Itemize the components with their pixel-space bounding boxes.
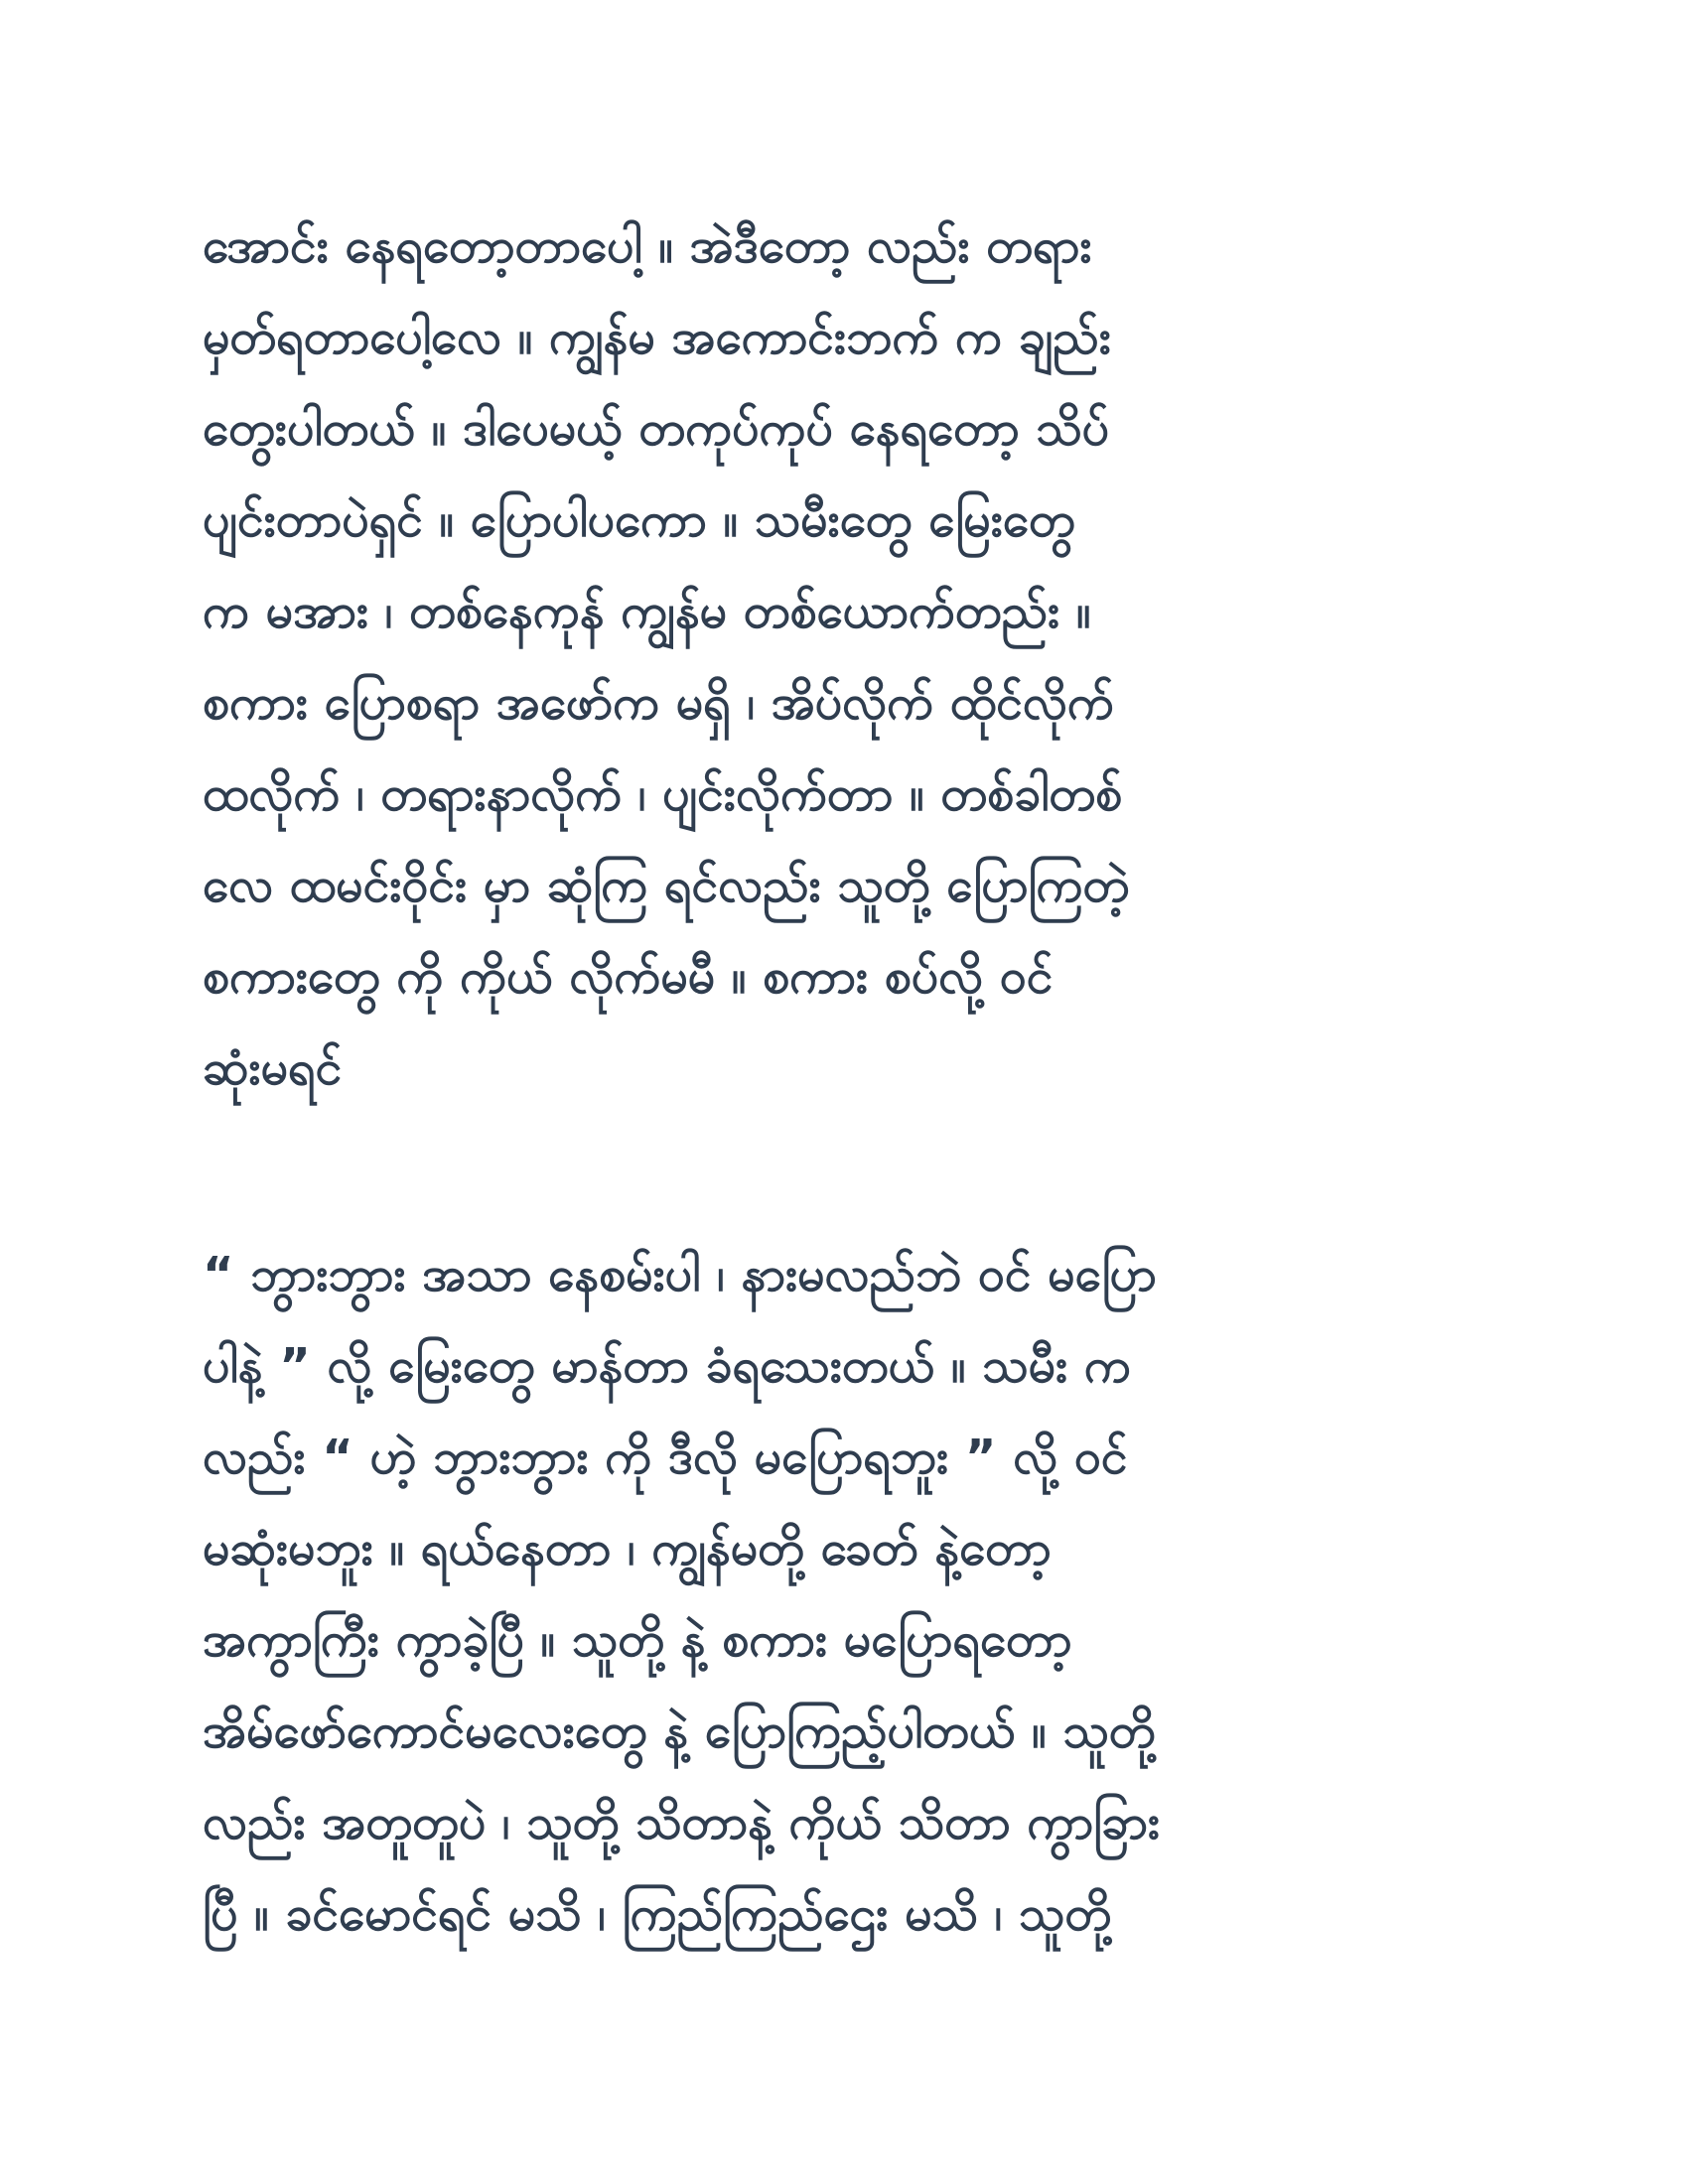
text-line: ထလိုက် ၊ တရားနာလိုက် ၊ ပျင်းလိုက်တာ ။ တစ်ခါတစ် — [203, 766, 1123, 822]
text-line: “ ဘွားဘွား အသာ နေစမ်းပါ ၊ နားမလည်ဘဲ ဝင် မပြော — [203, 1247, 1157, 1302]
text-line: အောင်း နေရတော့တာပေါ့ ။ အဲဒီတော့ လည်း တရား — [203, 218, 1092, 274]
text-line: က မအား ၊ တစ်နေကုန် ကျွန်မ တစ်ယောက်တည်း ။ — [203, 584, 1091, 639]
text-line: လည်း “ ဟဲ့ ဘွားဘွား ကို ဒီလို မပြောရဘူး ” လို့ ဝင် — [203, 1430, 1128, 1485]
text-line: ပါနဲ့ ” လို့ မြေးတွေ မာန်တာ ခံရသေးတယ် ။ သမီး က — [203, 1338, 1131, 1394]
text-line: တွေးပါတယ် ။ ဒါပေမယ့် တကုပ်ကုပ် နေရတော့ သိပ် — [203, 401, 1110, 457]
text-line: ဆုံးမရင် — [203, 1040, 343, 1096]
text-line: အိမ်ဖော်ကောင်မလေးတွေ နဲ့ ပြောကြည့်ပါတယ် ။ သူတို့ — [203, 1704, 1156, 1759]
text-line: အကွာကြီး ကွာခဲ့ပြီ ။ သူတို့ နဲ့ စကား မပြောရတော့ — [203, 1612, 1072, 1668]
text-line: ပျင်းတာပဲရှင် ။ ပြောပါပကော ။ သမီးတွေ မြေးတွေ — [203, 492, 1075, 548]
text-line: စကားတွေ ကို ကိုယ် လိုက်မမီ ။ စကား စပ်လို့ ဝင် — [203, 949, 1054, 1005]
text-line: ပြီ ။ ခင်မောင်ရင် မသိ ၊ ကြည်ကြည်ဌေး မသိ ၊ သူတို့ — [203, 1886, 1112, 1942]
text-line: လည်း အတူတူပဲ ၊ သူတို့ သိတာနဲ့ ကိုယ် သိတာ ကွာခြား — [203, 1795, 1161, 1850]
text-line: စကား ပြောစရာ အဖော်က မရှိ ၊ အိပ်လိုက် ထိုင်လိုက် — [203, 675, 1114, 731]
text-line: မဆုံးမဘူး ။ ရယ်နေတာ ၊ ကျွန်မတို့ ခေတ် နဲ့တော့ — [203, 1521, 1052, 1576]
text-line: မှတ်ရတာပေါ့လေ ။ ကျွန်မ အကောင်းဘက် က ချည်း — [203, 310, 1111, 365]
text-line: လေ ထမင်းဝိုင်း မှာ ဆုံကြ ရင်လည်း သူတို့ ပြောကြတဲ့ — [203, 858, 1130, 913]
